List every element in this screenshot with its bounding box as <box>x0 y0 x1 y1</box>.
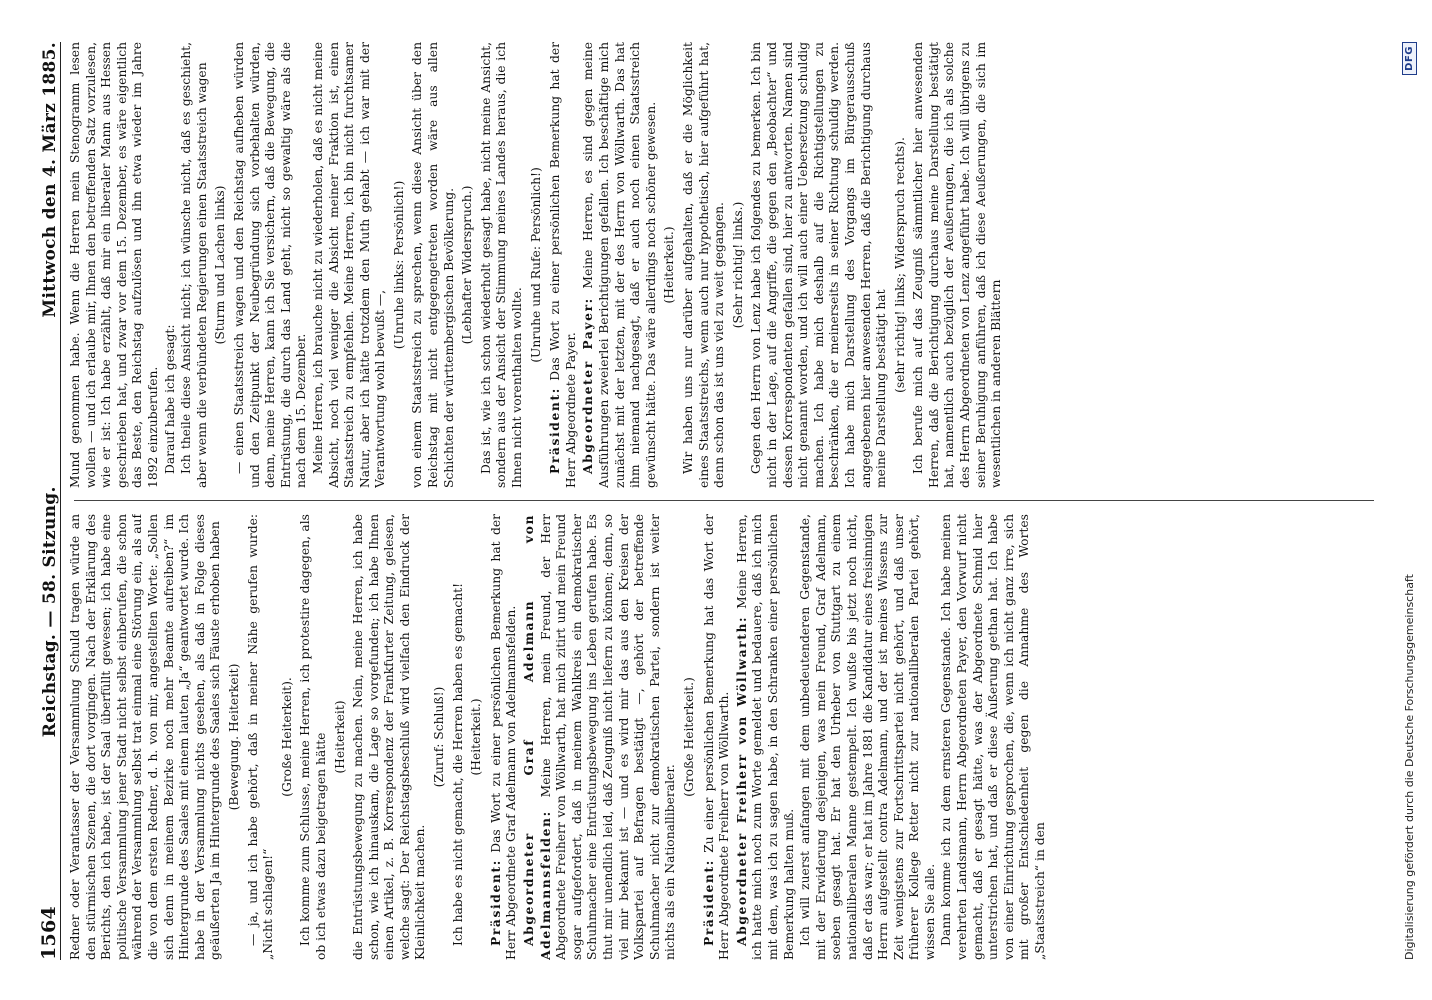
speaker-paragraph <box>580 42 659 488</box>
interjection: (Unruhe links: Persönlich!) <box>391 180 406 350</box>
paragraph-text: Dann komme ich zu dem ernsteren Gegenstande. Ich habe meinen verehrten Landsmann, Herrn Abgeordneten Payer, den Vorwurf nicht gemacht, daß er gesagt hätte, was der Abgeordnete Schmid hier unterstrichen hat, und daß er diese Äußerung gethan hat. Ich habe von einer Einrichtung gesprochen, die, wenn ich nicht ganz irre, sich mit großer Entschiedenheit gegen die Annahme des Wortes „Staatsstreich“ in den <box>939 514 1048 960</box>
paragraph <box>479 42 526 488</box>
paragraph <box>68 42 162 488</box>
left-column <box>68 514 1374 960</box>
paragraph <box>749 42 889 488</box>
session-date: Mittwoch den 4. März 1885. <box>40 42 60 318</box>
paragraph <box>410 42 457 488</box>
speaker-paragraph <box>547 42 579 488</box>
paragraph <box>68 514 224 960</box>
paragraph-text: Das Wort zu einer persönlichen Bemerkung hat der Herr Abgeordnete Graf Adelmann von Adelmannsfelden. <box>488 514 519 960</box>
paragraph-text: Ich theile diese Ansicht nicht; ich wünsche nicht, daß es geschieht, aber wenn die verbündeten Regierungen einen Staatsstreich wagen <box>179 42 209 488</box>
paragraph-text: Ich will zuerst anfangen mit dem unbedeutenderen Gegenstande, mit der Erwiderung desjenigen, was mein Freund, Graf Adelmann, soeben gesagt hat. Er hat den Urheber von Stuttgart zu einem nationalliberalen Manne gestempelt. Ich wußte bis jetzt noch nicht, daß er das war; er hat im Jahre 1881 die Kandidatur eines freisinnigen Herrn aufgestellt contra Adelmann, und der ist meines Wissens zur Zeit wenigstens zur Fortschrittspartei nicht gehört, und daß unser früherer Kollege Retter nicht zur nationalliberalen Partei gehört, wissen Sie alle. <box>798 514 937 960</box>
paragraph <box>298 514 329 960</box>
speaker-name: Abgeordneter Payer: <box>580 297 596 474</box>
interjection: (sehr richtig! links; Widerspruch rechts). <box>892 137 907 393</box>
paragraph <box>911 42 1005 488</box>
dfg-logo: DFG <box>1402 42 1417 75</box>
paragraph-text: Ich komme zum Schlusse, meine Herren, ich protestire dagegen, als ob ich etwas dazu beigetragen hätte <box>298 514 328 960</box>
dfg-note: Digitalisierung gefördert durch die Deutsche Forschungsgemeinschaft <box>1402 574 1416 960</box>
page-title: Reichstag. — 58. Sitzung. <box>40 486 60 738</box>
digitization-footer <box>1396 42 1422 960</box>
paragraph-text: Ich habe es nicht gemacht, die Herren haben es gemacht! <box>450 582 465 946</box>
speaker-name: Abgeordneter Graf Adelmann von Adelmannsfelden: <box>521 514 553 960</box>
paragraph-text: von einem Staatsstreich zu sprechen, wenn diese Ansicht über den Reichstag mit nicht entgegengetreten worden wäre aus allen Schichten der württembergischen Bevölkerung. <box>410 42 456 488</box>
paragraph-text: Meine Herren, mein Freund, der Herr Abgeordnete Freiherr von Wöllwarth, hat mich zitirt und mein Freund sogar aufgefordert, daß in meinem Wahlkreis ein demokratischer Schuhmacher eine Entrüstungsbewegung ins Leben gerufen habe. Es thut mir unendlich leid, daß Zeugniß nicht liefern zu können; denn, so viel mir bekannt ist — und es wird mir das aus den Kreisen der Volkspartei auf Befragen bestätigt —, gehört der betreffende Schuhmacher nicht zur demokratischen Partei, sondern ist weiter nichts als ein Nationalliberaler. <box>538 514 678 960</box>
interjection: (Sturm und Lachen links) <box>213 185 228 345</box>
paragraph <box>179 42 210 488</box>
speaker-name: Abgeordneter Freiherr von Wöllwarth: <box>733 615 749 946</box>
interjection: (Heiterkeit.) <box>662 226 677 304</box>
interjection: (Heiterkeit.) <box>469 698 484 776</box>
paragraph <box>246 514 277 960</box>
paragraph-text: Das Wort zu einer persönlichen Bemerkung hat der Herr Abgeordnete Payer. <box>548 42 578 488</box>
interjection: (Sehr richtig! links.) <box>730 201 745 329</box>
paragraph-text: Das ist, wie ich schon wiederholt gesagt habe, nicht meine Ansicht, sondern aus der Ansicht der Stimmung meines Landes heraus, die ich Ihnen nicht vorenthalten wollte. <box>478 42 525 488</box>
interjection: (Bewegung. Heiterkeit) <box>226 663 241 811</box>
paragraph-text: — ja, und ich habe gehört, daß in meiner Nähe gerufen wurde: „Nicht schlagen!“ <box>245 514 276 960</box>
interjection: (Große Heiterkeit). <box>279 677 294 797</box>
paragraph-text: Meine Herren, es sind gegen meine Ausführungen zweierlei Berichtigungen gefallen. Ich beschäftige mich zunächst mit der letzten, mit der des Herrn von Wöllwarth. Das hat ihm niemand nachgesagt, daß er auch noch einen Staatsstreich gewünscht hätte. Das wäre allerdings noch schöner gewesen. <box>581 42 658 488</box>
speaker-paragraph <box>521 514 679 960</box>
paragraph-text: Meine Herren, ich hatte mich noch zum Worte gemeldet und bedauere, daß ich mich mit dem, was ich zu sagen habe, in den Schranken einer persönlichen Bemerkung halten muß. <box>734 514 796 960</box>
paragraph-text: Redner oder Verantasser der Versammlung Schuld tragen würde an den stürmischen Szenen, die dort vorgingen. Nach der Erklärung des Berichts, den ich habe, ist der Saal überfüllt gewesen; ich habe eine politische Versammlung jener Stadt nicht selbst einberufen, die schon während der Versammlung selbst trat einmal eine Störung ein, als auf die von dem ersten Redner, d. h. von mir, angestellten Worte: „Sollen sich denn in meinem Bezirke noch mehr Beamte aufreiben?“ im Hintergrunde des Saales mit einem lauten „Ja“ geantwortet wurde. Ich habe in der Versammlung nichts gesehen, als daß in Folge dieses geäußerten Ja im Hintergrunde des Saales sich Fäuste erhoben haben <box>68 514 223 960</box>
speaker-name: Präsident: <box>487 859 503 946</box>
paragraph-text: Mund genommen habe. Wenn die Herren mein Stenogramm lesen wollen — und ich erlaube mir, Ihnen den betreffenden Satz vorzulesen, wie er ist: Ich habe erzählt, daß mir ein liberaler Mann aus Hessen geschrieben hat, und zwar vor dem 15. Dezember, es wäre eigentlich das Beste, den Reichstag aufzulösen und ihn etwa wieder im Jahre 1892 einzuberufen. <box>68 42 160 488</box>
paragraph-text: Darauf habe ich gesagt: <box>162 324 177 474</box>
paragraph-text: Zu einer persönlichen Bemerkung hat das Wort der Herr Abgeordnete Freiherr von Wöllwarth. <box>701 514 732 960</box>
interjection: (Lebhafter Widerspruch.) <box>460 185 475 345</box>
interjection: (Heiterkeit) <box>332 700 347 774</box>
speaker-paragraph <box>488 514 520 960</box>
speaker-name: Präsident: <box>547 387 563 474</box>
column-divider <box>74 500 1374 501</box>
page-number: 1564 <box>38 905 60 960</box>
paragraph <box>311 42 389 488</box>
paragraph-text: die Entrüstungsbewegung zu machen. Nein, meine Herren, ich habe schon, wie ich hinauskam, die Lage so vorgefunden; ich habe Ihnen einen Artikel, z. B. Korrespondenz der Frankfurter Zeitung, gelesen, welche sagt: Der Reichstagsbeschluß wird vielfach den Eindruck der Kleinlichkeit machen. <box>351 514 428 960</box>
paragraph <box>351 514 429 960</box>
interjection: (Zuruf: Schluß!) <box>432 686 447 788</box>
speaker-name: Präsident: <box>700 859 716 946</box>
speaker-paragraph <box>734 514 797 960</box>
paragraph <box>798 514 938 960</box>
text-columns <box>68 42 1374 960</box>
paragraph <box>681 42 728 488</box>
paragraph-text: Ich berufe mich auf das Zeugniß sämmtlicher hier anwesenden Herren, daß die Berichtigung durchaus meine Darstellung bestätigt hat, namentlich auch bezüglich der Aeußerungen, die ich als solche des Herrn Abgeordneten von Lenz angeführt habe. Ich will übrigens zu seiner Beruhigung anführen, daß ich diese Aeußerungen, die sich im wesentlichen in anderen Blättern <box>911 42 1004 488</box>
paragraph <box>163 42 179 488</box>
right-column <box>68 42 1374 488</box>
paragraph-text: — einen Staatsstreich wagen und den Reichstag aufheben würden und den Zeitpunkt der Neubegründung sich vorbehalten würden, denn, meine Herren, kann ich Sie versichern, daß die Bewegung, die Entrüstung, die durch das Land geht, nicht so gewaltig wäre als die nach dem 15. Dezember. <box>231 42 309 488</box>
interjection: (Unruhe und Rufe: Persönlich!) <box>528 167 543 363</box>
paragraph <box>451 514 467 960</box>
page-header <box>32 42 61 960</box>
paragraph-text: Wir haben uns nur darüber aufgehalten, daß er die Möglichkeit eines Staatsstreichs, wenn auch nur hypothetisch, hier aufgeführt hat, denn schon das ist uns viel zu weit gegangen. <box>680 42 727 488</box>
paragraph <box>939 514 1048 960</box>
paragraph <box>232 42 310 488</box>
paragraph-text: Meine Herren, ich brauche nicht zu wiederholen, daß es nicht meine Absicht, noch viel weniger die Absicht meiner Fraktion ist, einen Staatsstreich zu empfehlen. Meine Herren, ich bin nicht furchtsamer Natur, aber ich hätte trotzdem den Muth gehabt — ich war mit der Verantwortung wohl bewußt —, <box>310 42 388 488</box>
speaker-paragraph <box>701 514 733 960</box>
paragraph-text: Gegen den Herrn von Lenz habe ich folgendes zu bemerken. Ich bin nicht in der Lage, auf die Angriffe, die gegen den „Beobachter“ und dessen Korrespondenten gefallen sind, hier zu antworten. Namen sind nicht genannt worden, und ich will auch einer Uebersetzung schuldig machen. Ich habe mich deshalb auf die Richtigstellungen zu beschränken, die er meinerseits in seiner Richtung schuldig werden. Ich habe mich Darstellung des Vorgangs im Bürgerausschuß angegebenen hier anwesenden Herren, daß die Berichtigung durchaus meine Darstellung bestätigt hat <box>749 42 889 488</box>
interjection: (Große Heiterkeit.) <box>681 677 696 797</box>
